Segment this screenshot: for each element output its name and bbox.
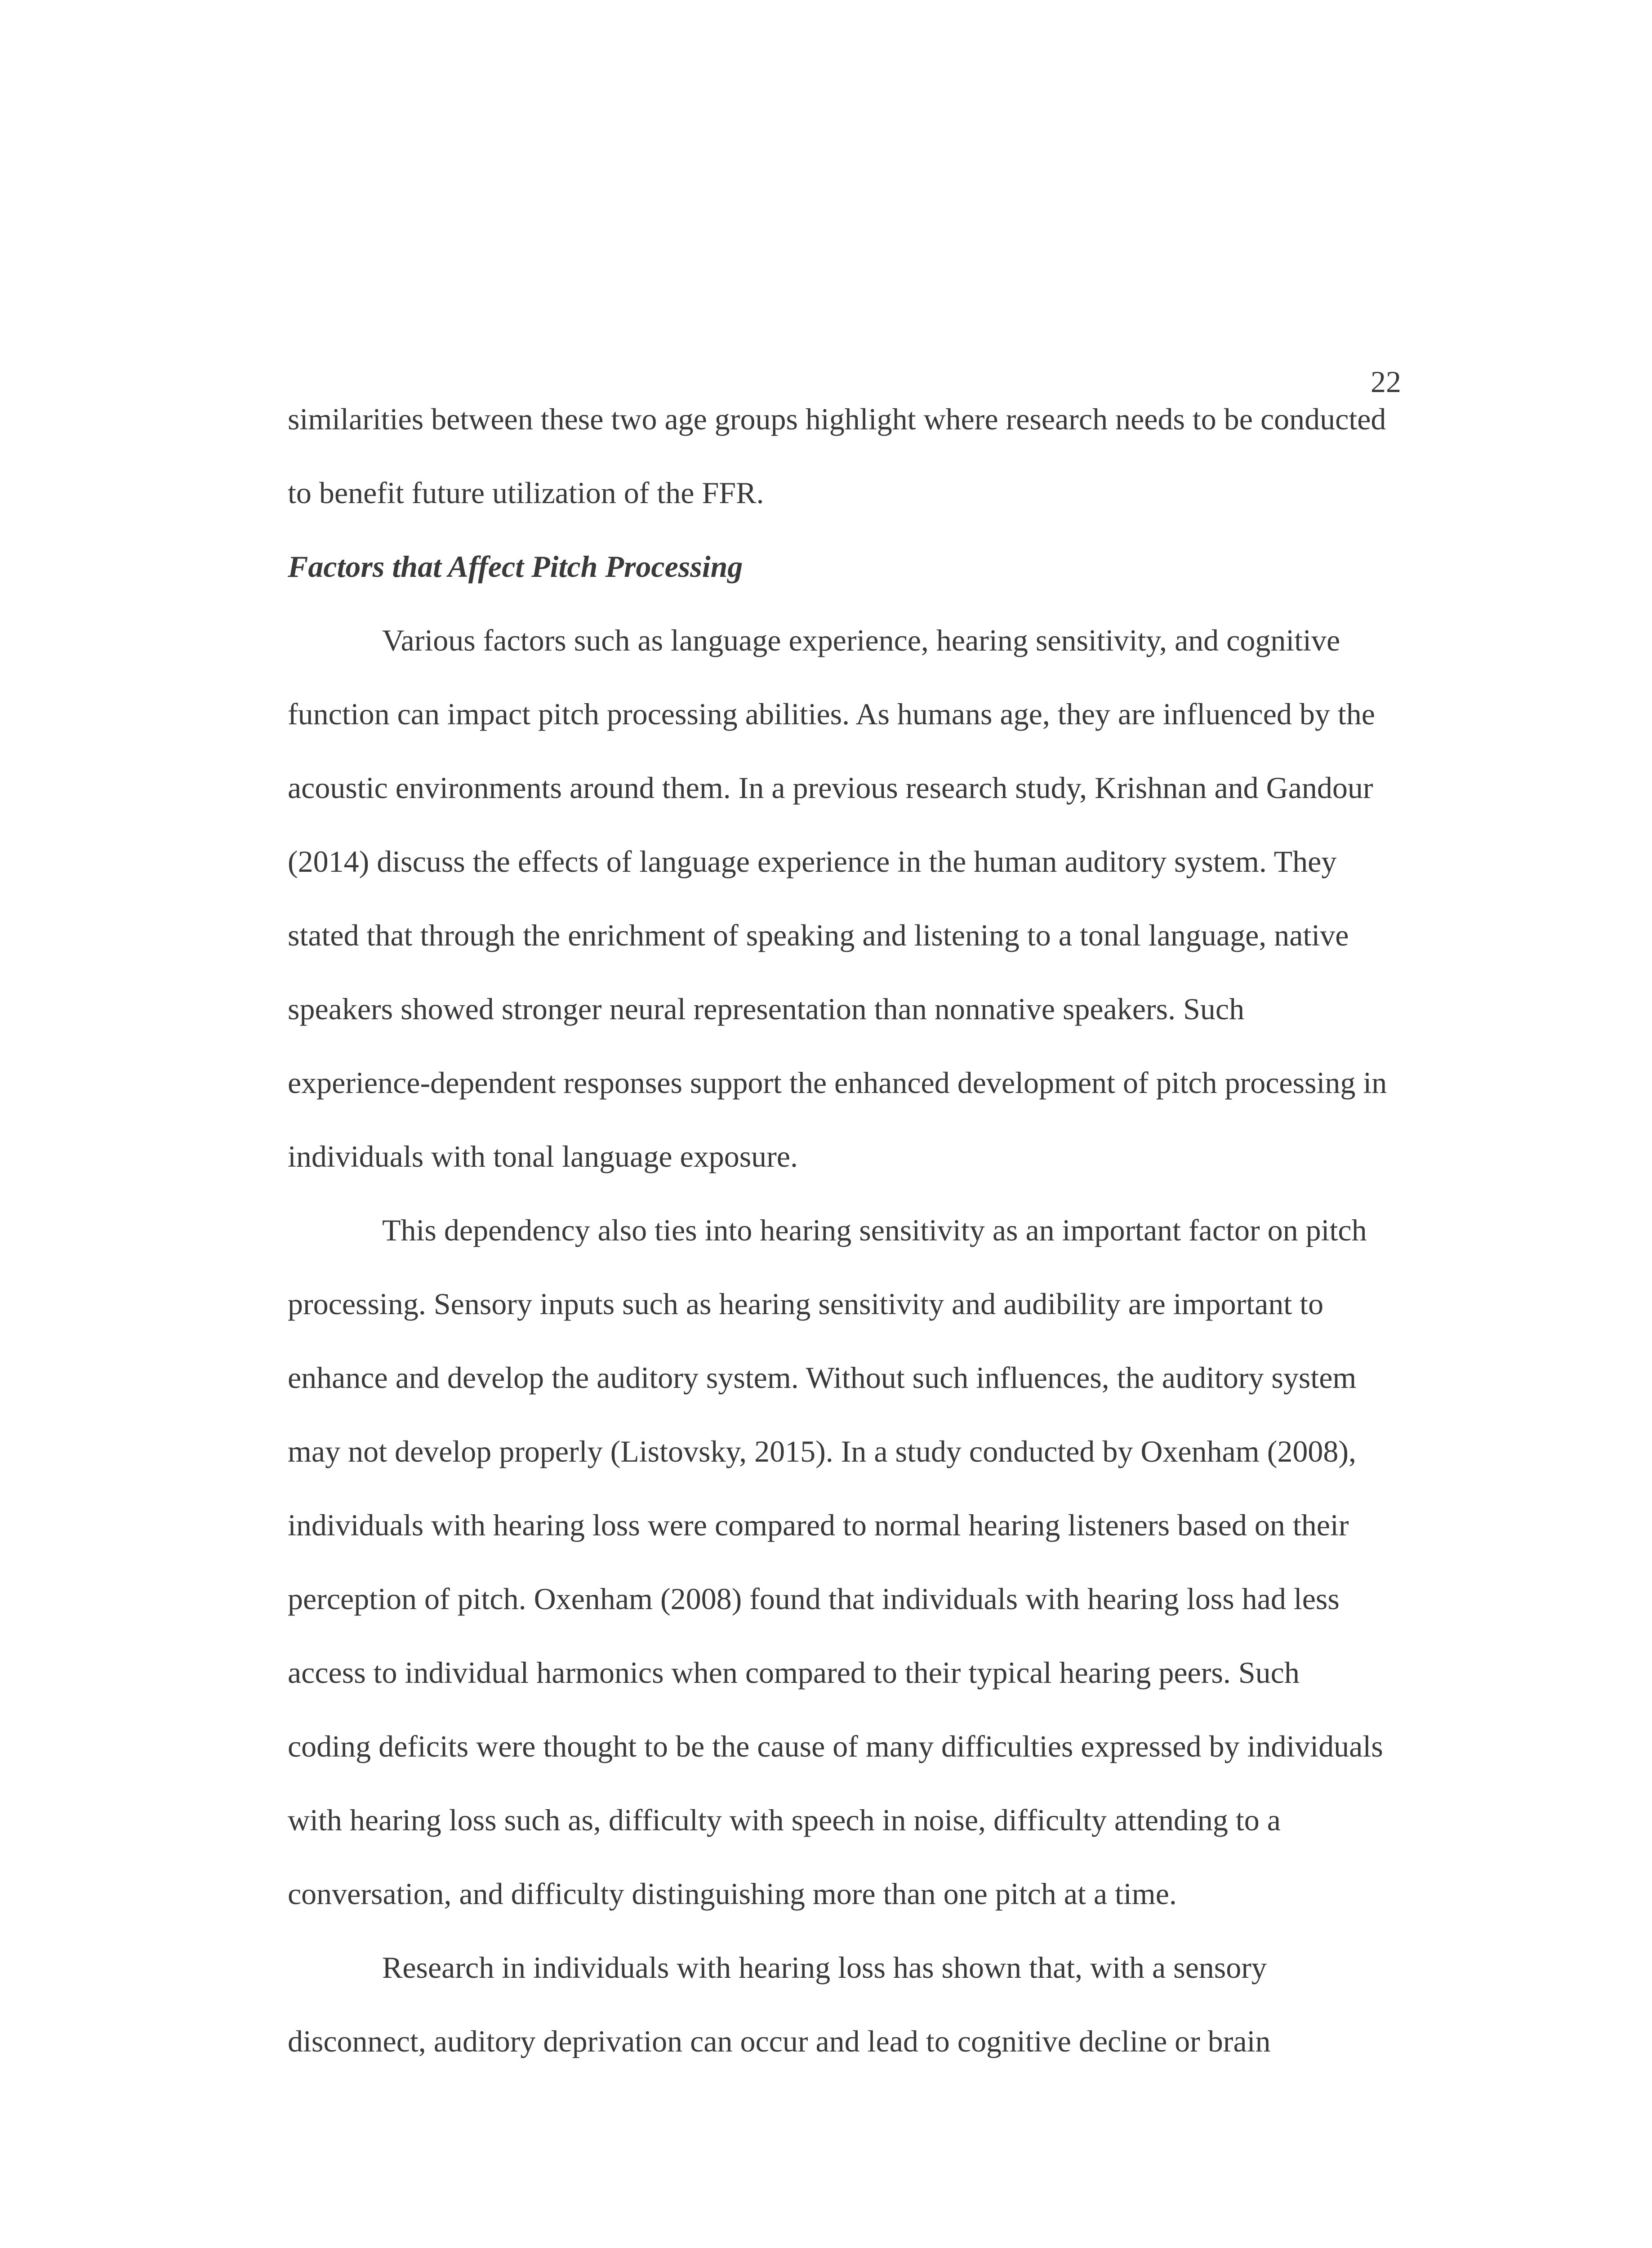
text-line: stated that through the enrichment of speaking and listening to a tonal language, native [288, 918, 1349, 952]
text-line: coding deficits were thought to be the cause of many difficulties expressed by individuals [288, 1729, 1383, 1763]
text-line: acoustic environments around them. In a previous research study, Krishnan and Gandour [288, 771, 1373, 805]
text-line: (2014) discuss the effects of language experience in the human auditory system. They [288, 844, 1337, 879]
text-line: perception of pitch. Oxenham (2008) found that individuals with hearing loss had less [288, 1582, 1340, 1616]
page-number: 22 [1371, 365, 1401, 399]
text-line: access to individual harmonics when compared to their typical hearing peers. Such [288, 1655, 1300, 1690]
text-line: may not develop properly (Listovsky, 2015). In a study conducted by Oxenham (2008), [288, 1434, 1356, 1468]
section-heading: Factors that Affect Pitch Processing [288, 549, 743, 584]
text-line: conversation, and difficulty distinguishing more than one pitch at a time. [288, 1877, 1177, 1911]
text-line: This dependency also ties into hearing sensitivity as an important factor on pitch [382, 1213, 1367, 1247]
text-line: processing. Sensory inputs such as hearing sensitivity and audibility are important to [288, 1287, 1324, 1321]
text-line: with hearing loss such as, difficulty with speech in noise, difficulty attending to a [288, 1803, 1281, 1837]
text-line: speakers showed stronger neural representation than nonnative speakers. Such [288, 992, 1245, 1026]
text-line: similarities between these two age groups highlight where research needs to be conducted [288, 402, 1386, 436]
text-line: enhance and develop the auditory system. Without such influences, the auditory system [288, 1360, 1357, 1395]
text-line: experience-dependent responses support the enhanced development of pitch processing in [288, 1066, 1387, 1100]
text-line: disconnect, auditory deprivation can occur and lead to cognitive decline or brain [288, 2024, 1271, 2058]
text-line: Research in individuals with hearing loss has shown that, with a sensory [382, 1950, 1267, 1985]
text-line: individuals with hearing loss were compared to normal hearing listeners based on their [288, 1508, 1349, 1542]
text-line: Various factors such as language experience, hearing sensitivity, and cognitive [382, 623, 1340, 657]
text-line: function can impact pitch processing abilities. As humans age, they are influenced by the [288, 697, 1375, 731]
text-line: to benefit future utilization of the FFR. [288, 476, 764, 510]
text-line: individuals with tonal language exposure. [288, 1139, 798, 1173]
